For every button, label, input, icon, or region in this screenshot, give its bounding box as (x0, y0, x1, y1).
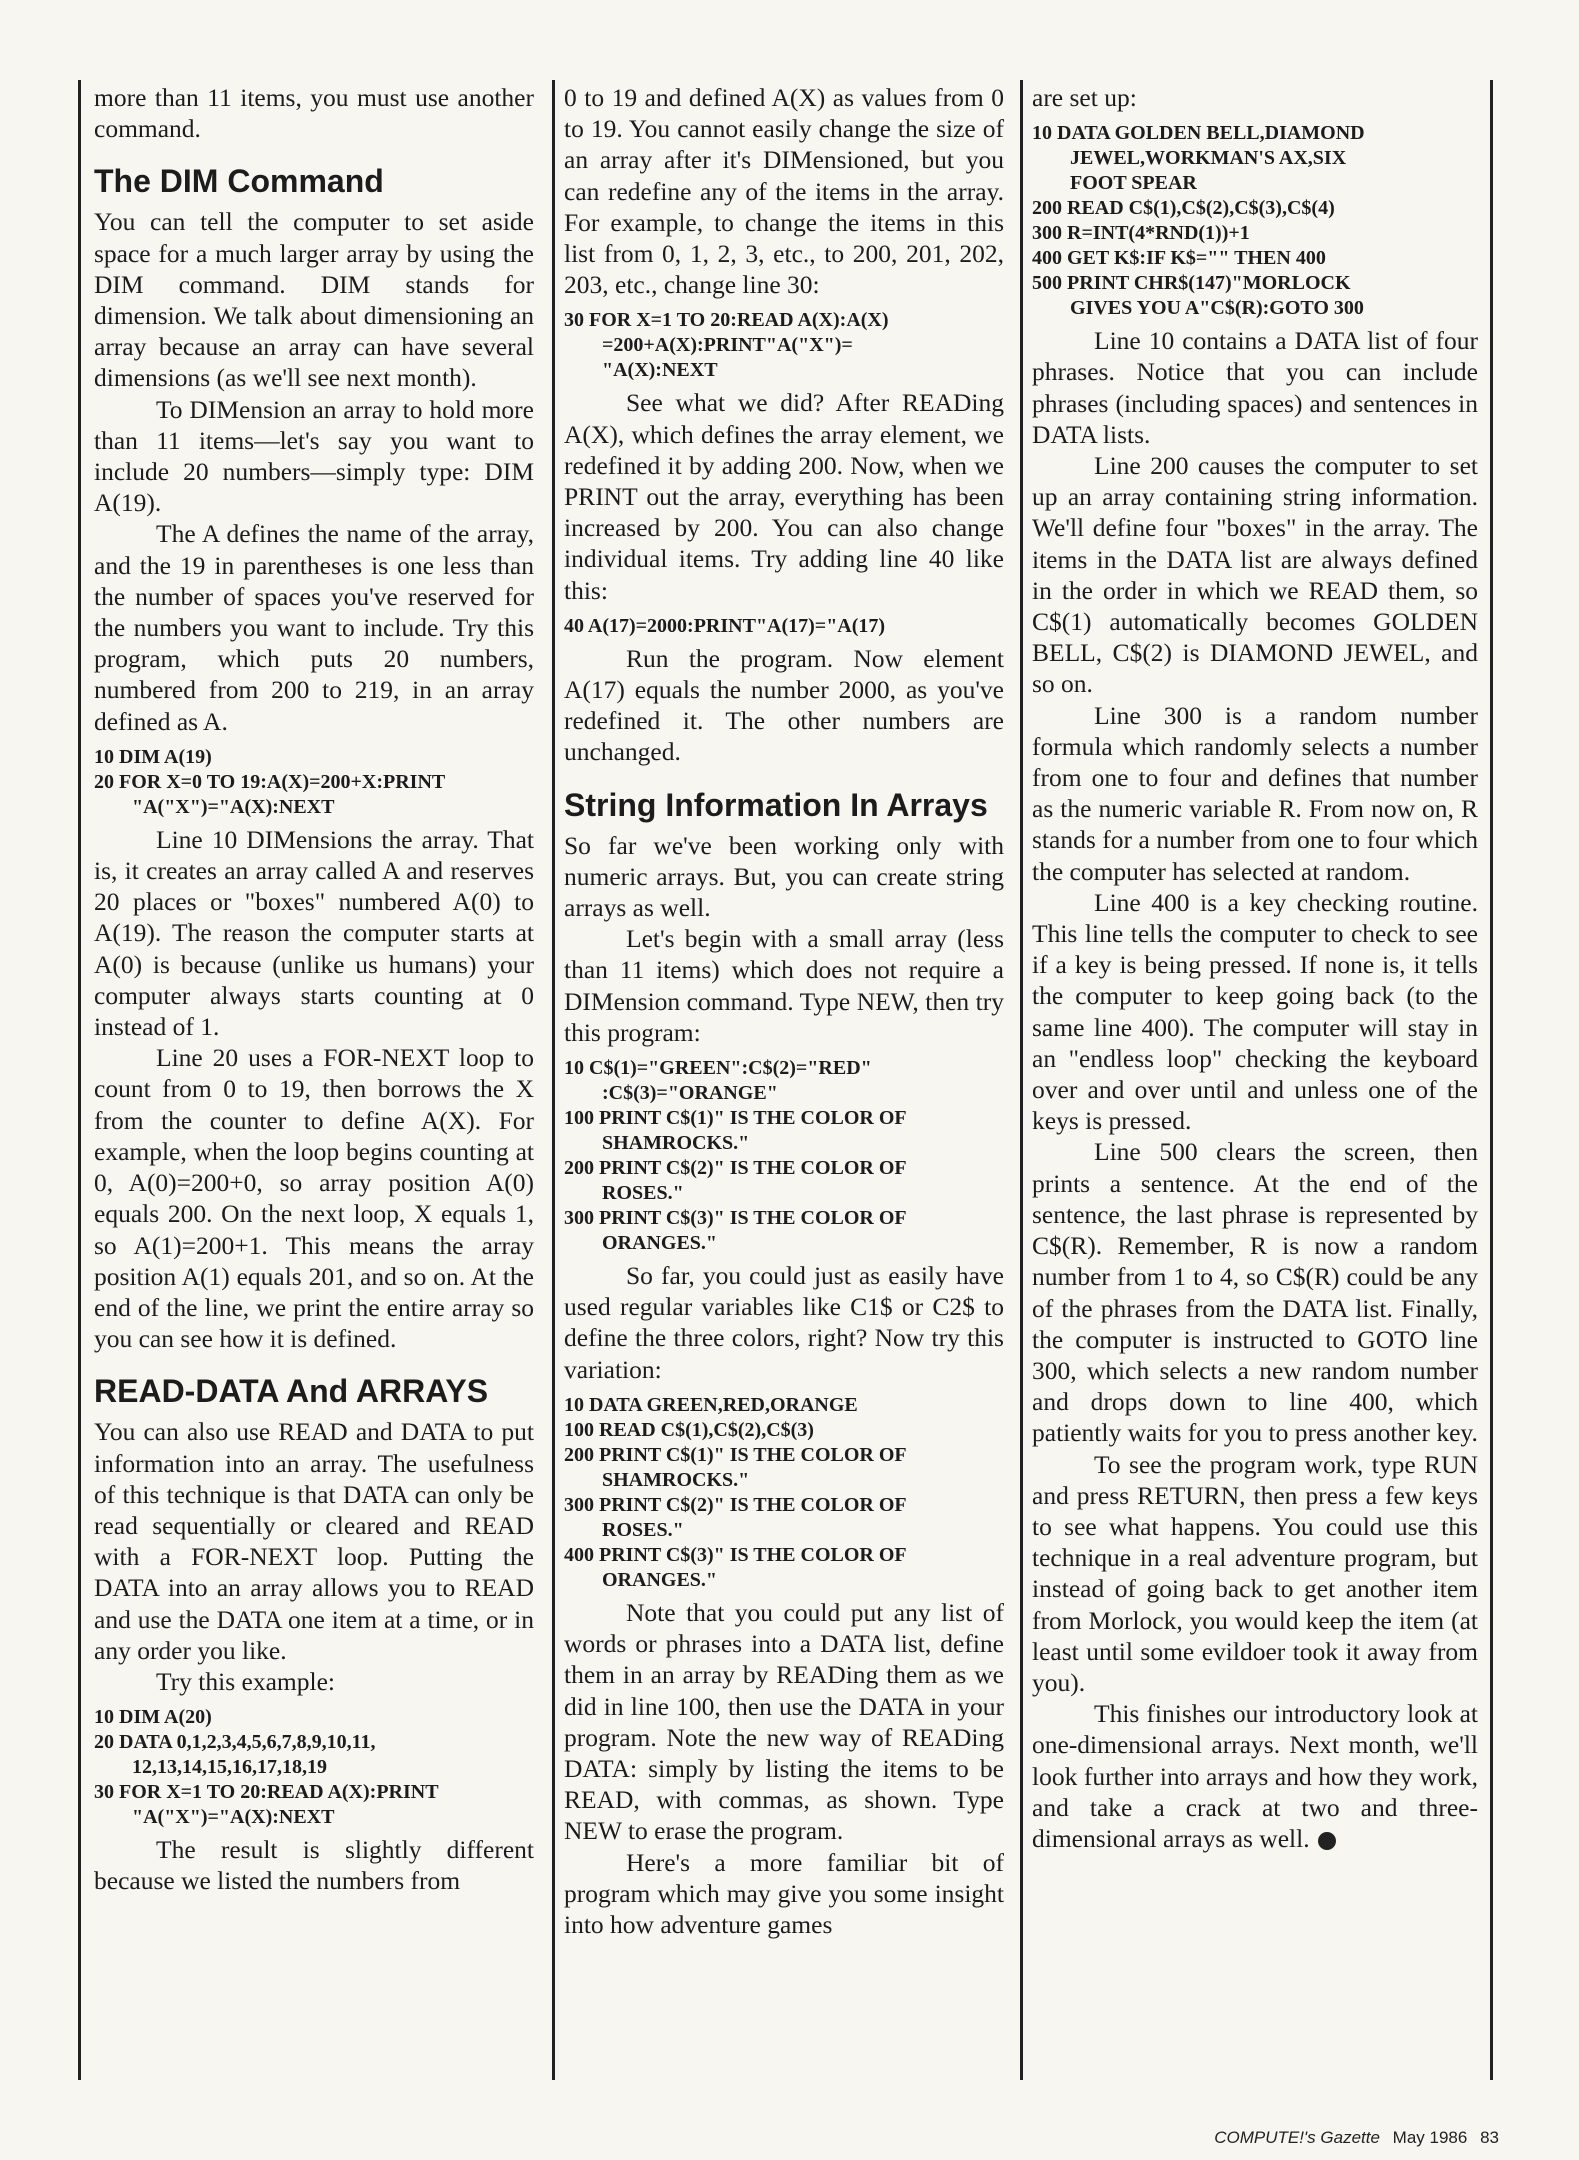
code-listing (94, 745, 534, 820)
code-line: 30 FOR X=1 TO 20:READ A(X):PRINT (94, 1781, 439, 1804)
paragraph: So far, you could just as easily have used regular variables like C1$ or C2$ to define the three colors, right? Now try this variation: (564, 1261, 1004, 1384)
code-line: 20 DATA 0,1,2,3,4,5,6,7,8,9,10,11, (94, 1731, 376, 1754)
code-line: 400 GET K$:IF K$="" THEN 400 (1032, 247, 1326, 270)
code-line: 12,13,14,15,16,17,18,19 (132, 1756, 327, 1779)
code-line: "A("X")="A(X):NEXT (132, 1806, 335, 1829)
paragraph: Here's a more familiar bit of program which may give you some insight into how adventure games (564, 1847, 1004, 1939)
code-line: 300 R=INT(4*RND(1))+1 (1032, 222, 1250, 245)
heading-string-information: String Information In Arrays (564, 786, 988, 823)
paragraph: Line 500 clears the screen, then prints a sentence. At the end of the sentence, the last phrase is represented by C$(R). Remember, R is now a random number from 1 to 4, so C$(R) could be any of the phrases from the DATA list. Finally, the computer is instructed to GOTO line 300, which selects a new random number and drops down to line 400, which patiently waits for you to press another key. (1032, 1137, 1478, 1448)
paragraph-text: This finishes our introductory look at one-dimensional arrays. Next month, we'll look further into arrays and how they work, and take a crack at two and three-dimensional arrays as well. (1032, 1699, 1478, 1853)
code-line: "A(X):NEXT (602, 359, 718, 382)
code-line: 500 PRINT CHR$(147)"MORLOCK (1032, 272, 1351, 295)
code-listing (564, 614, 1004, 639)
paragraph: To DIMension an array to hold more than 11 items—let's say you want to include 20 numbers—simply type: DIM A(19). (94, 394, 534, 518)
paragraph: See what we did? After READing A(X), which defines the array element, we redefined it by adding 200. Now, when we PRINT out the array, everything has been increased by 200. You can also change individual items. Try adding line 40 like this: (564, 388, 1004, 605)
code-line: "A("X")="A(X):NEXT (132, 795, 335, 818)
code-line: 200 PRINT C$(1)" IS THE COLOR OF (564, 1443, 907, 1466)
code-line: SHAMROCKS." (602, 1132, 750, 1155)
code-line: 40 A(17)=2000:PRINT"A(17)="A(17) (564, 614, 886, 637)
paragraph: Line 10 contains a DATA list of four phrases. Notice that you can include phrases (including spaces) and sentences in DATA lists. (1032, 326, 1478, 449)
column-rule-2 (1020, 80, 1023, 2080)
paragraph: Note that you could put any list of words or phrases into a DATA list, define them in an array by READing them as we did in line 100, then use the DATA in your program. Note the new way of READing DATA: simply by listing the items to be READ, with commas, as shown. Type NEW to erase the program. (564, 1597, 1004, 1846)
paragraph: You can tell the computer to set aside space for a much larger array by using the DIM command. DIM stands for dimension. We talk about dimensioning an array because an array can have several dimensions (as we'll see next month). (94, 207, 534, 393)
magazine-name: COMPUTE!'s Gazette (1214, 2128, 1380, 2147)
paragraph: So far we've been working only with numeric arrays. But, you can create string arrays as well. (564, 830, 1004, 923)
column-3 (1032, 82, 1478, 1854)
paragraph: 0 to 19 and defined A(X) as values from 0 to 19. You cannot easily change the size of an array after it's DIMensioned, but you can redefine any of the items in the array. For example, to change the items in this list from 0, 1, 2, 3, etc., to 200, 201, 202, 203, etc., change line 30: (564, 83, 1004, 300)
column-2 (564, 82, 1004, 1940)
paragraph: To see the program work, type RUN and press RETURN, then press a few keys to see what happens. You could use this technique in a real adventure program, but instead of going back to get another item from Morlock, you would keep the item (at least until some evildoer took it away from you). (1032, 1449, 1478, 1697)
code-line: FOOT SPEAR (1070, 172, 1197, 195)
page-number: 83 (1480, 2128, 1499, 2147)
code-line: GIVES YOU A"C$(R):GOTO 300 (1070, 297, 1364, 320)
code-listing (564, 308, 1004, 383)
paragraph: are set up: (1032, 83, 1137, 112)
page-footer (1206, 2128, 1499, 2148)
code-listing (564, 1056, 1004, 1256)
code-line: 200 READ C$(1),C$(2),C$(3),C$(4) (1032, 197, 1335, 220)
code-line: ROSES." (602, 1182, 684, 1205)
code-line: 100 PRINT C$(1)" IS THE COLOR OF (564, 1107, 907, 1130)
code-line: JEWEL,WORKMAN'S AX,SIX (1070, 147, 1347, 170)
column-rule-1 (552, 80, 555, 2080)
code-line: 300 PRINT C$(2)" IS THE COLOR OF (564, 1493, 907, 1516)
code-line: 100 READ C$(1),C$(2),C$(3) (564, 1418, 814, 1441)
code-line: 200 PRINT C$(2)" IS THE COLOR OF (564, 1157, 907, 1180)
code-line: 10 DIM A(20) (94, 1706, 212, 1729)
heading-dim-command: The DIM Command (94, 163, 384, 200)
paragraph: Try this example: (156, 1666, 335, 1696)
paragraph: Run the program. Now element A(17) equals the number 2000, as you've redefined it. The other numbers are unchanged. (564, 643, 1004, 767)
heading-read-data-arrays: READ-DATA And ARRAYS (94, 1373, 489, 1410)
code-line: ORANGES." (602, 1232, 718, 1255)
code-line: 10 DIM A(19) (94, 745, 212, 768)
paragraph: Line 10 DIMensions the array. That is, it creates an array called A and reserves 20 places or "boxes" numbered A(0) to A(19). The reason the computer starts at A(0) is because (unlike us humans) your computer always starts counting at 0 instead of 1. (94, 824, 534, 1042)
issue-date: May 1986 (1392, 2128, 1468, 2147)
column-rule-left (78, 80, 81, 2080)
paragraph: The result is slightly different because we listed the numbers from (94, 1835, 534, 1896)
column-rule-right (1490, 80, 1493, 2080)
paragraph-final (1032, 1698, 1478, 1854)
code-line: 10 DATA GOLDEN BELL,DIAMOND (1032, 122, 1365, 145)
paragraph: The A defines the name of the array, and the 19 in parentheses is one less than the number of spaces you've reserved for the numbers you want to include. Try this program, which puts 20 numbers, numbered from 200 to 219, in an array defined as A. (94, 519, 534, 736)
code-line: 20 FOR X=0 TO 19:A(X)=200+X:PRINT (94, 770, 446, 793)
code-line: :C$(3)="ORANGE" (602, 1082, 778, 1105)
paragraph: more than 11 items, you must use another command. (94, 83, 534, 144)
code-listing (564, 1393, 1004, 1593)
code-line: 30 FOR X=1 TO 20:READ A(X):A(X) (564, 309, 889, 332)
code-line: 10 DATA GREEN,RED,ORANGE (564, 1393, 858, 1416)
code-listing (94, 1705, 534, 1830)
code-line: SHAMROCKS." (602, 1468, 750, 1491)
paragraph: Line 400 is a key checking routine. This line tells the computer to check to see if a key is being pressed. If none is, it tells the computer to keep going back (to the same line 400). The computer will stay in an "endless loop" checking the keyboard over and over until and unless one of the keys is pressed. (1032, 887, 1478, 1136)
paragraph: Line 20 uses a FOR-NEXT loop to count from 0 to 19, then borrows the X from the counter to define A(X). For example, when the loop begins counting at 0, A(0)=200+0, so array position A(0) equals 200. On the next loop, X equals 1, so A(1)=200+1. This means the array position A(1) equals 201, and so on. At the end of the line, we print the entire array so you can see how it is defined. (94, 1043, 534, 1354)
column-1 (94, 82, 534, 1897)
code-line: 10 C$(1)="GREEN":C$(2)="RED" (564, 1057, 872, 1080)
paragraph: Line 200 causes the computer to set up an array containing string information. We'll define four "boxes" in the array. The items in the DATA list are always defined in the order in which we READ them, so C$(1) automatically becomes GOLDEN BELL, C$(2) is DIAMOND JEWEL, and so on. (1032, 451, 1478, 699)
code-line: 400 PRINT C$(3)" IS THE COLOR OF (564, 1543, 907, 1566)
paragraph: Line 300 is a random number formula which randomly selects a number from one to four and defines that number as the numeric variable R. From now on, R stands for a number from one to four which the computer has selected at random. (1032, 700, 1478, 886)
code-listing (1032, 121, 1478, 321)
code-line: 300 PRINT C$(3)" IS THE COLOR OF (564, 1207, 907, 1230)
end-of-article-icon (1318, 1832, 1336, 1850)
paragraph: Let's begin with a small array (less than 11 items) which does not require a DIMension command. Type NEW, then try this program: (564, 924, 1004, 1047)
paragraph: You can also use READ and DATA to put information into an array. The usefulness of this technique is that DATA can only be read sequentially or cleared and READ with a FOR-NEXT loop. Putting the DATA into an array allows you to READ and use the DATA one item at a time, or in any order you like. (94, 1417, 534, 1665)
code-line: ORANGES." (602, 1568, 718, 1591)
code-line: ROSES." (602, 1518, 684, 1541)
code-line: =200+A(X):PRINT"A("X")= (602, 334, 853, 357)
